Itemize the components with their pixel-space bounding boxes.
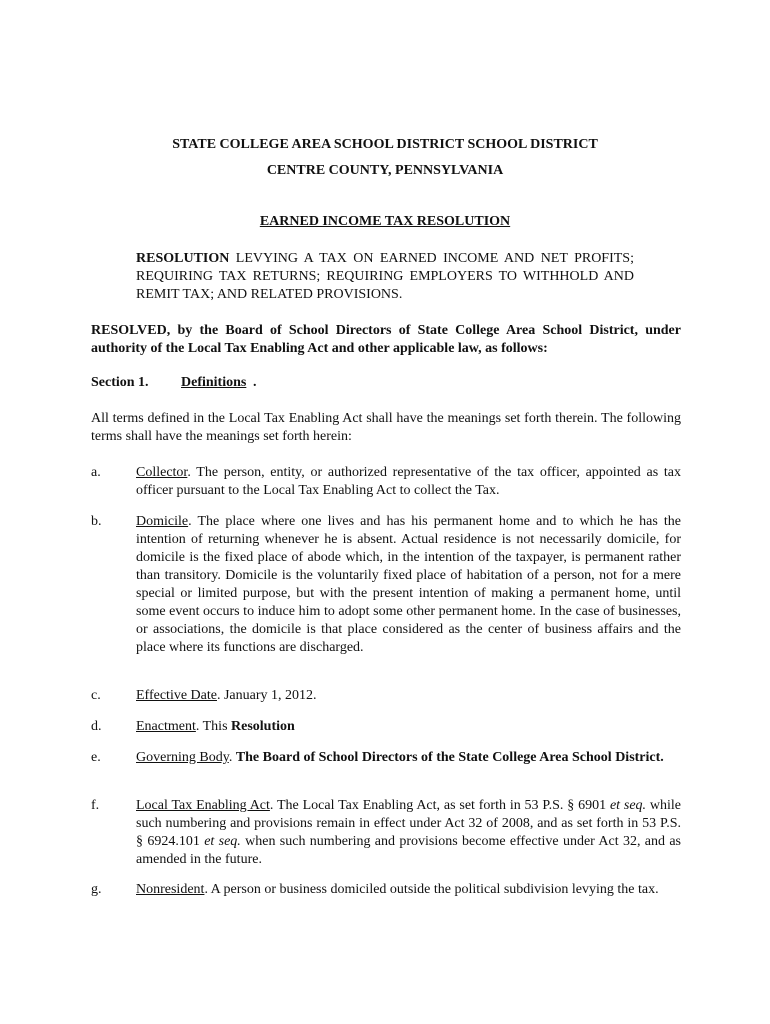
- intro-text: LEVYING A TAX ON EARNED INCOME AND NET PROFITS; REQUIRING TAX RETURNS; REQUIRING EMPLOYERS TO WITHHOLD AND REMIT TAX; AND RELATED PROVISIONS.: [136, 251, 634, 302]
- definition-term: Enactment: [136, 719, 196, 734]
- section-title-period: .: [253, 375, 257, 390]
- section-title: Definitions: [181, 375, 247, 390]
- definition-term: Local Tax Enabling Act: [136, 798, 270, 813]
- definition-body: [136, 749, 681, 767]
- resolution-title: EARNED INCOME TAX RESOLUTION: [259, 214, 511, 229]
- item-letter: f.: [91, 798, 100, 813]
- definition-text: . The place where one lives and has his permanent home and to which he has the intention of returning whenever he is absent. Actual residence is not necessarily domicile, for domicile is the fixed place of abode which, in the intention of the taxpayer, is permanent rather than transitory. Domicile is the voluntarily fixed place of habitation of a person, not for a mere special or limited purpose, but with the present intention of making a permanent home, until some event occurs to induce him to adopt some other permanent home. In the case of businesses, or associations, the domicile is that place considered as the center of business affairs and the place where its functions are discharged.: [136, 514, 681, 655]
- definition-term: Effective Date: [136, 688, 217, 703]
- definition-term: Domicile: [136, 514, 189, 529]
- section-intro-paragraph: All terms defined in the Local Tax Enabling Act shall have the meanings set forth therein. The following terms shall have the meanings set forth herein:: [91, 411, 681, 444]
- district-heading: STATE COLLEGE AREA SCHOOL DISTRICT SCHOOL DISTRICT: [172, 137, 598, 152]
- definition-text: . The Local Tax Enabling Act, as set forth in 53 P.S. § 6901: [269, 798, 610, 813]
- definition-body: [136, 464, 681, 500]
- definition-text: . A person or business domiciled outside the political subdivision levying the tax.: [204, 882, 659, 897]
- definition-term: Collector: [136, 465, 188, 480]
- definition-text: when such numbering and provisions become effective under Act 32, and as amended in the future.: [136, 834, 682, 867]
- definition-text: . The person, entity, or authorized representative of the tax officer, appointed as tax officer pursuant to the Local Tax Enabling Act to collect the Tax.: [136, 465, 681, 498]
- definition-term: Governing Body: [136, 750, 229, 765]
- definition-body: [136, 797, 681, 869]
- definition-text: . January 1, 2012.: [216, 688, 317, 703]
- definition-text: .: [228, 750, 236, 765]
- item-letter: g.: [91, 882, 102, 897]
- definition-body: [136, 513, 681, 657]
- section-number: Section 1.: [91, 375, 149, 390]
- definition-italic-text: et seq.: [204, 834, 241, 849]
- resolved-clause: RESOLVED, by the Board of School Directors of State College Area School District, under authority of the Local Tax Enabling Act and other applicable law, as follows:: [91, 323, 681, 356]
- definition-bold-text: The Board of School Directors of the State College Area School District.: [235, 750, 664, 765]
- county-heading: CENTRE COUNTY, PENNSYLVANIA: [266, 163, 504, 178]
- definition-text: . This: [195, 719, 232, 734]
- definition-body: [136, 687, 681, 705]
- item-letter: b.: [91, 514, 102, 529]
- definition-body: [136, 881, 681, 899]
- definition-text: while such numbering and provisions remain in effect under Act 32 of 2008, and as set forth in 53 P.S. § 6924.101: [136, 798, 682, 849]
- item-letter: e.: [91, 750, 101, 765]
- item-letter: a.: [91, 465, 101, 480]
- resolution-intro: [136, 250, 634, 304]
- definition-term: Nonresident: [136, 882, 205, 897]
- definition-italic-text: et seq.: [609, 798, 647, 813]
- intro-bold-label: RESOLUTION: [136, 251, 230, 266]
- definition-bold-text: Resolution: [231, 719, 295, 734]
- item-letter: d.: [91, 719, 102, 734]
- definition-body: [136, 718, 681, 736]
- item-letter: c.: [91, 688, 101, 703]
